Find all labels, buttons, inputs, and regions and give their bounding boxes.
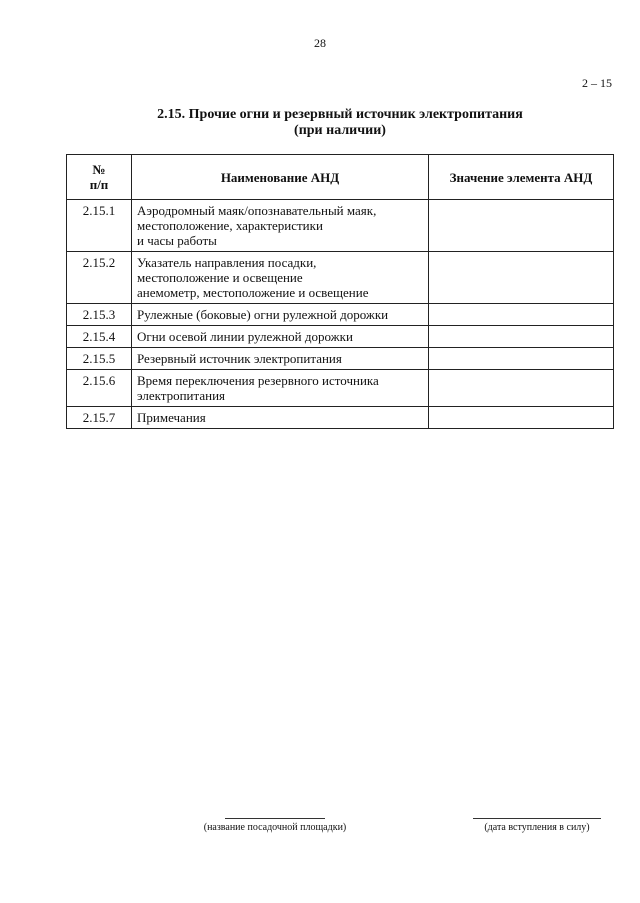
row-name-line: Рулежные (боковые) огни рулежной дорожки (137, 307, 389, 322)
header-number (67, 155, 132, 200)
row-number: 2.15.3 (67, 304, 132, 326)
signature-line (225, 818, 325, 819)
row-number: 2.15.7 (67, 407, 132, 429)
row-name (132, 370, 429, 407)
row-name-line: местоположение и освещение (137, 270, 303, 285)
section-code: 2 – 15 (582, 76, 612, 90)
row-value-cell[interactable] (429, 304, 614, 326)
row-name (132, 407, 429, 429)
header-value: Значение элемента АНД (429, 155, 614, 200)
row-value-cell[interactable] (429, 200, 614, 252)
row-value-cell[interactable] (429, 348, 614, 370)
row-name (132, 252, 429, 304)
row-name-line: Аэродромный маяк/опознавательный маяк, (137, 203, 377, 218)
header-number-pp: п/п (89, 177, 109, 192)
row-name (132, 348, 429, 370)
table-row (67, 370, 614, 407)
section-title-line-2: (при наличии) (294, 123, 386, 138)
table-header-row (67, 155, 614, 200)
table-row (67, 252, 614, 304)
table-row (67, 200, 614, 252)
row-number: 2.15.1 (67, 200, 132, 252)
aerodrome-name-caption: (название посадочной площадки) (203, 822, 347, 833)
effective-date-caption: (дата вступления в силу) (484, 822, 590, 833)
row-name-line: Указатель направления посадки, (137, 255, 317, 270)
row-number: 2.15.4 (67, 326, 132, 348)
aerodrome-name-signature (190, 818, 360, 833)
row-number: 2.15.6 (67, 370, 132, 407)
row-name (132, 200, 429, 252)
row-number: 2.15.5 (67, 348, 132, 370)
row-name-line: Примечания (137, 410, 206, 425)
row-value-cell[interactable] (429, 326, 614, 348)
row-name-line: электропитания (137, 388, 226, 403)
and-elements-table (66, 154, 614, 429)
table-row (67, 326, 614, 348)
section-title-line-1: 2.15. Прочие огни и резервный источник электропитания (157, 107, 523, 122)
signature-line (473, 818, 601, 819)
row-number: 2.15.2 (67, 252, 132, 304)
table-row (67, 348, 614, 370)
row-name (132, 326, 429, 348)
row-name-line: анемометр, местоположение и освещение (137, 285, 369, 300)
row-value-cell[interactable] (429, 370, 614, 407)
row-value-cell[interactable] (429, 407, 614, 429)
row-name (132, 304, 429, 326)
effective-date-signature (470, 818, 604, 833)
header-number-sign: № (92, 162, 106, 177)
header-name: Наименование АНД (132, 155, 429, 200)
row-name-line: Резервный источник электропитания (137, 351, 342, 366)
table-row (67, 407, 614, 429)
row-name-line: Огни осевой линии рулежной дорожки (137, 329, 353, 344)
row-name-line: Время переключения резервного источника (137, 373, 379, 388)
row-name-line: местоположение, характеристики (137, 218, 323, 233)
row-name-line: и часы работы (137, 233, 217, 248)
section-title (40, 107, 640, 139)
page-number: 28 (314, 36, 326, 50)
row-value-cell[interactable] (429, 252, 614, 304)
table-row (67, 304, 614, 326)
